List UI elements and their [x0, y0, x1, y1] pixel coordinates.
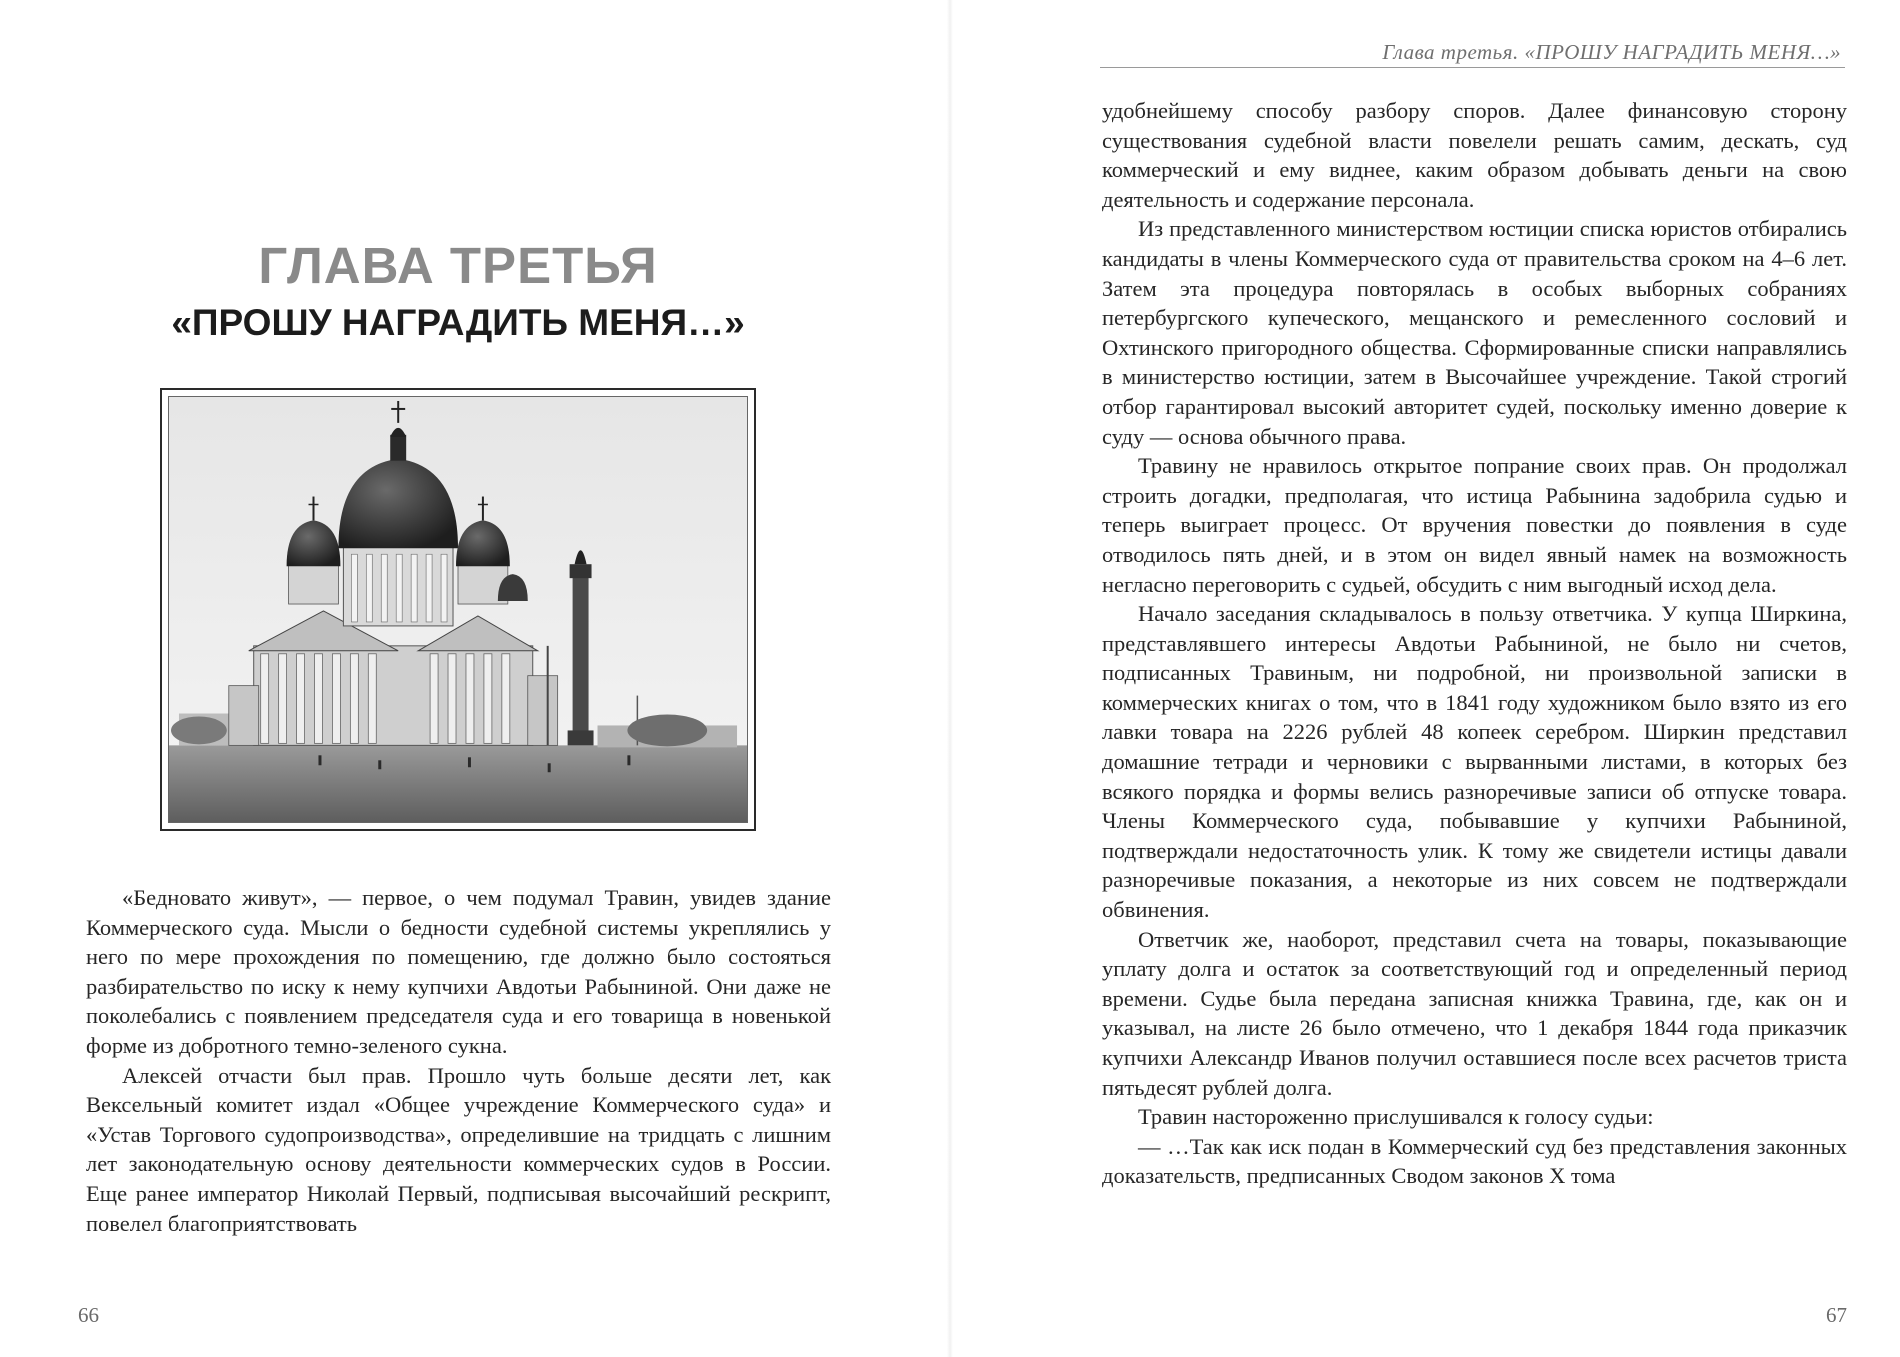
- page-number-left: 66: [78, 1303, 99, 1327]
- running-head-rule: [1100, 67, 1845, 68]
- paragraph: Начало заседания складывалось в пользу ответчика. У купца Ширкина, представлявшего интересы Авдотьи Рабыниной, не было ни счетов, подписанных Травиным, ни подробной, ни произвольной записки в коммерческих книгах о том, что в 1841 году художником было взято из его лавки товара на 2226 рублей 48 копеек серебром. Ширкин представил домашние тетради и черновики с вырванными листами, в которых без всякого порядка и формы велись разноречивые записи об отпуске товара. Члены Коммерческого суда, побывавшие у купчихи Рабыниной, подтверждали недостаточность улик. К тому же свидетели истицы давали разноречивые показания, а некоторые из них совсем не подтверждали обвинения.: [1102, 601, 1847, 923]
- paragraph: Из представленного министерством юстиции списка юристов отбирались кандидаты в члены Коммерческого суда от правительства сроком на 4–6 лет. Затем эта процедура повторялась в особых выборных собраниях петербургского купеческого, мещанского и ремесленного сословий и Охтинского пригородного общества. Сформированные списки направлялись в министерство юстиции, затем в Высочайшее учреждение. Такой строгий отбор гарантировал высокий авторитет судей, поскольку именно доверие к суду — основа обычного права.: [1102, 216, 1847, 449]
- running-head: Глава третья. «ПРОШУ НАГРАДИТЬ МЕНЯ…»: [1382, 40, 1841, 64]
- left-page-body: [86, 883, 831, 1238]
- paragraph: удобнейшему способу разбору споров. Далее финансовую сторону существования судебной власти повелели решать самим, дескать, суд коммерческий и ему виднее, каким образом добывать деньги на свою деятельность и содержание персонала.: [1102, 98, 1847, 212]
- paragraph: «Бедновато живут», — первое, о чем подумал Травин, увидев здание Коммерческого суда. Мысли о бедности судебной системы укреплялись у него по мере прохождения по помещению, где должно было состояться разбирательство по иску к нему купчихи Авдотьи Рабыниной. Они даже не поколебались с появлением председателя суда и его товарища в новенькой форме из добротного темно-зеленого сукна.: [86, 885, 831, 1058]
- cathedral-illustration: [168, 396, 748, 823]
- page-number-right: 67: [1826, 1303, 1847, 1327]
- right-page: [950, 0, 1900, 1357]
- paragraph: — …Так как иск подан в Коммерческий суд без представления законных доказательств, предписанных Сводом законов X тома: [1102, 1133, 1847, 1189]
- right-page-body: [1102, 96, 1847, 1191]
- paragraph: Алексей отчасти был прав. Прошло чуть больше десяти лет, как Вексельный комитет издал «Общее учреждение Коммерческого суда» и «Устав Торгового судопроизводства», определившие на тридцать с лишним лет законодательную основу деятельности коммерческих судов в России. Еще ранее император Николай Первый, подписывая высочайший рескрипт, повелел благоприятствовать: [86, 1062, 831, 1236]
- cathedral-photo: [160, 388, 756, 831]
- chapter-subtitle: «ПРОШУ НАГРАДИТЬ МЕНЯ…»: [171, 302, 745, 343]
- cathedral-drawing: [169, 397, 747, 822]
- chapter-title: ГЛАВА ТРЕТЬЯ: [258, 237, 658, 294]
- paragraph: Ответчик же, наоборот, представил счета на товары, показывающие уплату долга и остаток за соответствующий год и определенный период времени. Судье была передана записная книжка Травина, где, как он и указывал, на листе 26 было отмечено, что 1 декабря 1844 года приказчик купчихи Александр Иванов получил оставшиеся после всех расчетов триста пятьдесят рублей долга.: [1102, 926, 1847, 1100]
- paragraph: Травину не нравилось открытое попрание своих прав. Он продолжал строить догадки, предполагая, что истица Рабынина задобрила судью и теперь выиграет процесс. От вручения повестки до появления в суде отводилось пять дней, и в этом он видел явный намек на возможность негласно переговорить с судьей, обсудить с ним выгодный исход дела.: [1102, 453, 1847, 597]
- paragraph: Травин настороженно прислушивался к голосу судьи:: [1138, 1104, 1654, 1130]
